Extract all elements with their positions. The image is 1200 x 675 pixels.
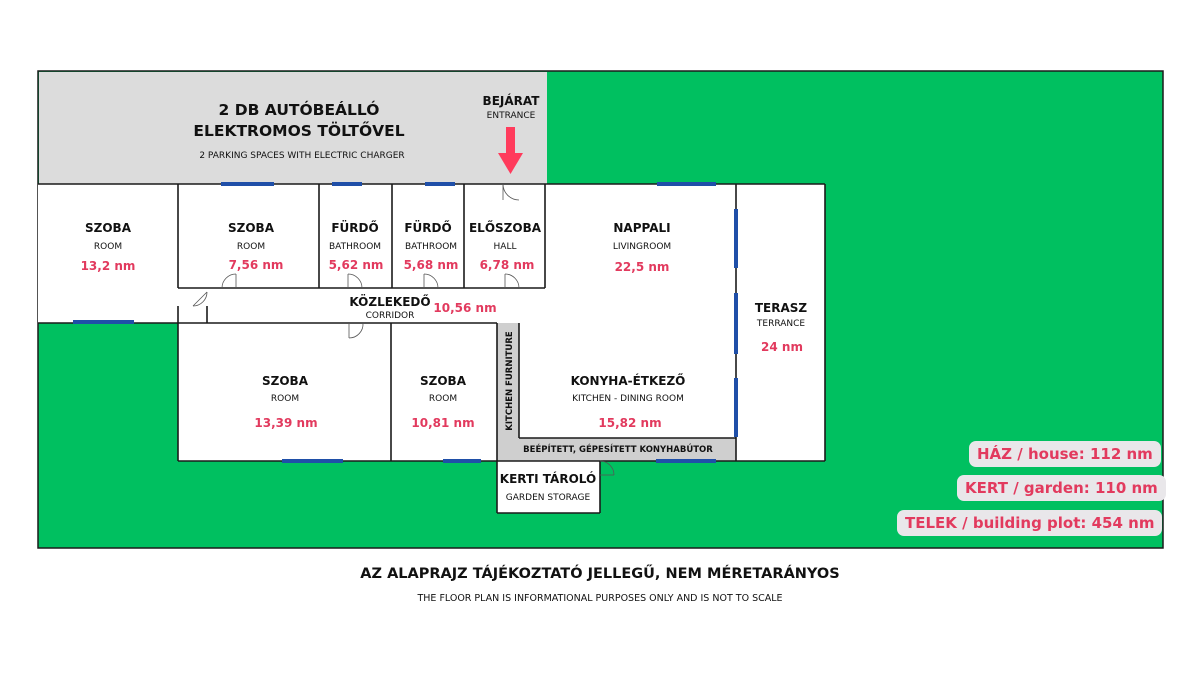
svg-text:ROOM: ROOM [270, 394, 300, 404]
svg-text:CORRIDOR: CORRIDOR [365, 311, 415, 321]
svg-text:24 nm: 24 nm [761, 340, 803, 354]
svg-text:KONYHA-ÉTKEZŐ: KONYHA-ÉTKEZŐ [570, 374, 686, 388]
svg-text:ROOM: ROOM [428, 394, 458, 404]
room-nappali [613, 221, 671, 274]
parking-title-line1: 2 DB AUTÓBEÁLLÓ [218, 101, 380, 119]
room-terasz [755, 301, 808, 354]
svg-text:KITCHEN - DINING ROOM: KITCHEN - DINING ROOM [572, 394, 684, 404]
svg-text:KERTI TÁROLÓ: KERTI TÁROLÓ [499, 472, 597, 486]
svg-text:13,39 nm: 13,39 nm [254, 416, 318, 430]
disclaimer-title: AZ ALAPRAJZ TÁJÉKOZTATÓ JELLEGŰ, NEM MÉRETARÁNYOS [360, 566, 840, 582]
svg-text:15,82 nm: 15,82 nm [598, 416, 662, 430]
svg-text:7,56 nm: 7,56 nm [228, 258, 284, 272]
entrance-subtitle: ENTRANCE [486, 111, 536, 121]
svg-text:KÖZLEKEDŐ: KÖZLEKEDŐ [349, 295, 431, 309]
room-furdo-1 [329, 220, 384, 272]
svg-text:22,5 nm: 22,5 nm [614, 260, 670, 274]
svg-text:TERRANCE: TERRANCE [756, 319, 806, 329]
svg-text:ROOM: ROOM [93, 242, 123, 252]
plot-area-badge: TELEK / building plot: 454 nm [897, 510, 1162, 536]
svg-text:SZOBA: SZOBA [420, 374, 466, 388]
svg-text:BATHROOM: BATHROOM [328, 242, 382, 252]
room-furdo-2 [404, 220, 459, 272]
svg-text:10,81 nm: 10,81 nm [411, 416, 475, 430]
svg-text:TERASZ: TERASZ [754, 301, 808, 315]
svg-text:GARDEN STORAGE: GARDEN STORAGE [505, 493, 591, 503]
svg-text:SZOBA: SZOBA [262, 374, 308, 388]
svg-text:13,2 nm: 13,2 nm [80, 259, 136, 273]
svg-text:5,62 nm: 5,62 nm [328, 258, 384, 272]
disclaimer-subtitle: THE FLOOR PLAN IS INFORMATIONAL PURPOSES ONLY AND IS NOT TO SCALE [417, 593, 783, 604]
svg-text:SZOBA: SZOBA [85, 221, 131, 235]
svg-text:5,68 nm: 5,68 nm [403, 258, 459, 272]
svg-text:HALL: HALL [493, 242, 517, 252]
svg-text:FÜRDŐ: FÜRDŐ [331, 221, 379, 235]
house-area-badge: HÁZ / house: 112 nm [969, 441, 1161, 467]
svg-text:6,78 nm: 6,78 nm [479, 258, 535, 272]
svg-text:BATHROOM: BATHROOM [404, 242, 458, 252]
entrance-title: BEJÁRAT [482, 94, 540, 108]
svg-text:NAPPALI: NAPPALI [613, 221, 671, 235]
parking-subtitle: 2 PARKING SPACES WITH ELECTRIC CHARGER [199, 151, 405, 161]
svg-text:FÜRDŐ: FÜRDŐ [404, 221, 452, 235]
svg-text:ELŐSZOBA: ELŐSZOBA [468, 221, 542, 235]
garden-area-badge: KERT / garden: 110 nm [957, 475, 1166, 501]
svg-text:10,56 nm: 10,56 nm [433, 301, 497, 315]
built-in-kitchen-label: BEÉPÍTETT, GÉPESÍTETT KONYHABÚTOR [523, 445, 713, 455]
kitchen-furniture-label: KITCHEN FURNITURE [505, 331, 515, 431]
svg-text:LIVINGROOM: LIVINGROOM [612, 242, 672, 252]
svg-text:ROOM: ROOM [236, 242, 266, 252]
parking-title-line2: ELEKTROMOS TÖLTŐVEL [193, 122, 405, 140]
svg-text:SZOBA: SZOBA [228, 221, 274, 235]
